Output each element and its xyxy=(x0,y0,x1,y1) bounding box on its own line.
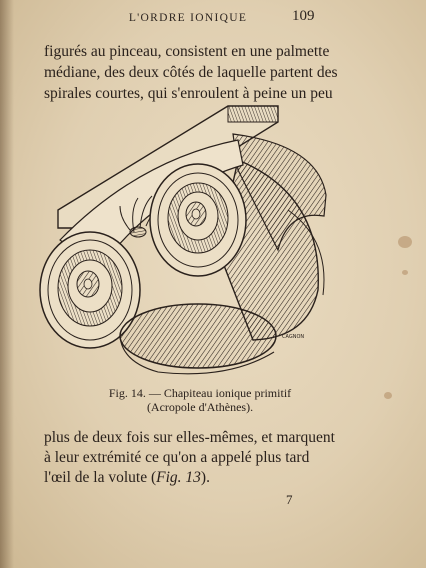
running-header: L'ORDRE IONIQUE xyxy=(128,12,248,24)
ionic-capital-engraving xyxy=(38,100,334,376)
figure-caption-line-1: Fig. 14. — Chapiteau ionique primitif xyxy=(108,386,292,400)
text-line-1: figurés au pinceau, consistent en une palmette xyxy=(44,43,330,60)
engraver-signature: CAGNON xyxy=(282,334,305,340)
text-line-5: à leur extrémité ce qu'on a appelé plus tard xyxy=(44,449,310,466)
page-number: 109 xyxy=(292,8,315,24)
signature-mark: 7 xyxy=(286,492,293,507)
column-shaft xyxy=(120,304,276,368)
figure-caption-line-2: (Acropole d'Athènes). xyxy=(146,400,254,414)
right-volute xyxy=(150,164,246,276)
figure-reference: Fig. 13 xyxy=(156,469,201,486)
paper-stain xyxy=(384,392,392,399)
capital-illustration xyxy=(38,100,334,376)
text-line-4: plus de deux fois sur elles-mêmes, et marquent xyxy=(44,429,335,446)
text-line-6-end: ). xyxy=(200,469,210,486)
text-line-6-start: l'œil de la volute ( xyxy=(44,469,157,486)
text-line-2: médiane, des deux côtés de laquelle partent des xyxy=(44,64,338,81)
paper-stain xyxy=(402,270,408,275)
paper-stain xyxy=(398,236,412,248)
text-line-6 xyxy=(44,470,336,486)
text-line-3: spirales courtes, qui s'enroulent à peine un peu xyxy=(44,85,333,102)
